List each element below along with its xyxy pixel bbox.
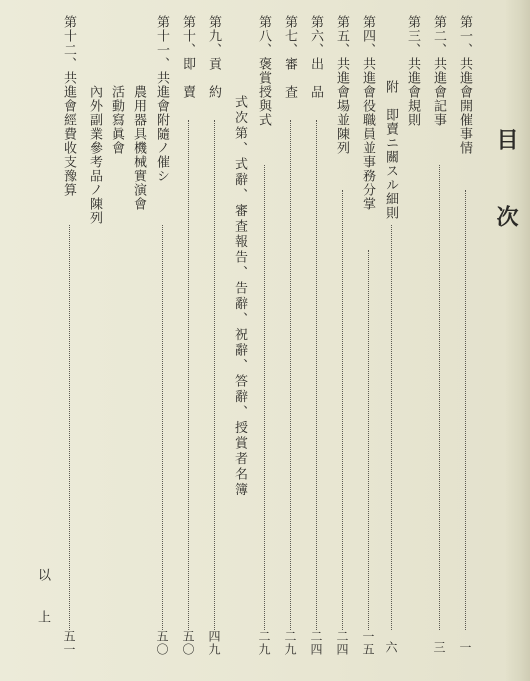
closing-char-2: 上 [35,610,50,624]
page-title-2 [495,205,517,227]
toc-entry-12 [62,15,75,197]
toc-entry-9 [207,15,220,99]
toc-leader [264,165,265,630]
toc-number: 第二、 [431,15,446,57]
toc-title: 褒賞授與式 [256,57,271,127]
toc-entry-5 [335,15,348,155]
toc-page: 二四 [309,630,323,656]
toc-number: 第三、 [405,15,420,57]
toc-title: 內外副業參考品ノ陳列 [87,85,102,225]
toc-title: 貢 約 [206,57,221,99]
toc-page: 三 [432,641,446,654]
toc-entry-11 [155,15,168,183]
toc-page: 二四 [335,630,349,656]
toc-page: 一 [458,641,472,654]
toc-title: 共進會役職員並事務分掌 [360,57,375,211]
toc-leader [162,225,163,630]
toc-number: 第六、 [308,15,323,57]
toc-leader [316,120,317,630]
toc-title: 式次第、式辭、審査報告、告辭、祝辭、答辭、授賞者名簿 [232,95,247,498]
toc-number: 第七、 [282,15,297,57]
toc-leader [188,120,189,630]
toc-number: 第八、 [256,15,271,57]
toc-number: 第一、 [457,15,472,57]
toc-title: 即 賣 [180,57,195,99]
toc-entry-3 [406,15,419,127]
toc-leader [439,165,440,630]
toc-leader [69,225,70,630]
toc-sub-item [132,85,145,211]
toc-sub-item [88,85,101,225]
toc-leader [465,190,466,630]
toc-title: 出 品 [308,57,323,99]
toc-page: 四九 [207,630,221,656]
title-char-1: 目 [493,128,519,150]
closing-mark-2 [36,610,49,624]
toc-leader [290,120,291,630]
toc-page: 五〇 [155,630,169,656]
toc-entry-7 [283,15,296,99]
toc-page: 五一 [62,630,76,656]
toc-title: 共進會場並陳列 [334,57,349,155]
toc-page: 六 [384,641,398,654]
toc-sub-item [110,85,123,155]
toc-page: 五〇 [181,630,195,656]
toc-title: 附 即賣ニ關スル細則 [383,80,398,220]
toc-entry-appendix [384,80,397,220]
toc-page: 二九 [283,630,297,656]
toc-number: 第十一、 [154,15,169,71]
toc-number: 第五、 [334,15,349,57]
toc-title: 審 査 [282,57,297,99]
toc-title: 活動寫眞會 [109,85,124,155]
toc-entry-10 [181,15,194,99]
toc-leader [214,120,215,630]
toc-entry-8-sub [233,95,246,498]
toc-entry-6 [309,15,322,99]
page-title [495,128,517,150]
toc-title: 共進會經費收支豫算 [61,71,76,197]
toc-entry-8 [257,15,270,127]
title-char-2: 次 [493,205,519,227]
toc-title: 共進會附隨ノ催シ [154,71,169,183]
toc-number: 第四、 [360,15,375,57]
toc-title: 共進會規則 [405,57,420,127]
toc-title: 共進會記事 [431,57,446,127]
closing-mark [36,568,49,582]
toc-entry-2 [432,15,445,127]
toc-entry-1 [458,15,471,155]
toc-title: 共進會開催事情 [457,57,472,155]
toc-leader [391,225,392,630]
toc-title: 農用器具機械實演會 [131,85,146,211]
toc-leader [368,250,369,630]
toc-page: 一五 [361,630,375,656]
toc-page: 二九 [257,630,271,656]
closing-char-1: 以 [35,568,50,582]
toc-number: 第十、 [180,15,195,57]
toc-leader [342,190,343,630]
toc-entry-4 [361,15,374,211]
toc-number: 第九、 [206,15,221,57]
page-edge [506,0,530,681]
toc-number: 第十二、 [61,15,76,71]
